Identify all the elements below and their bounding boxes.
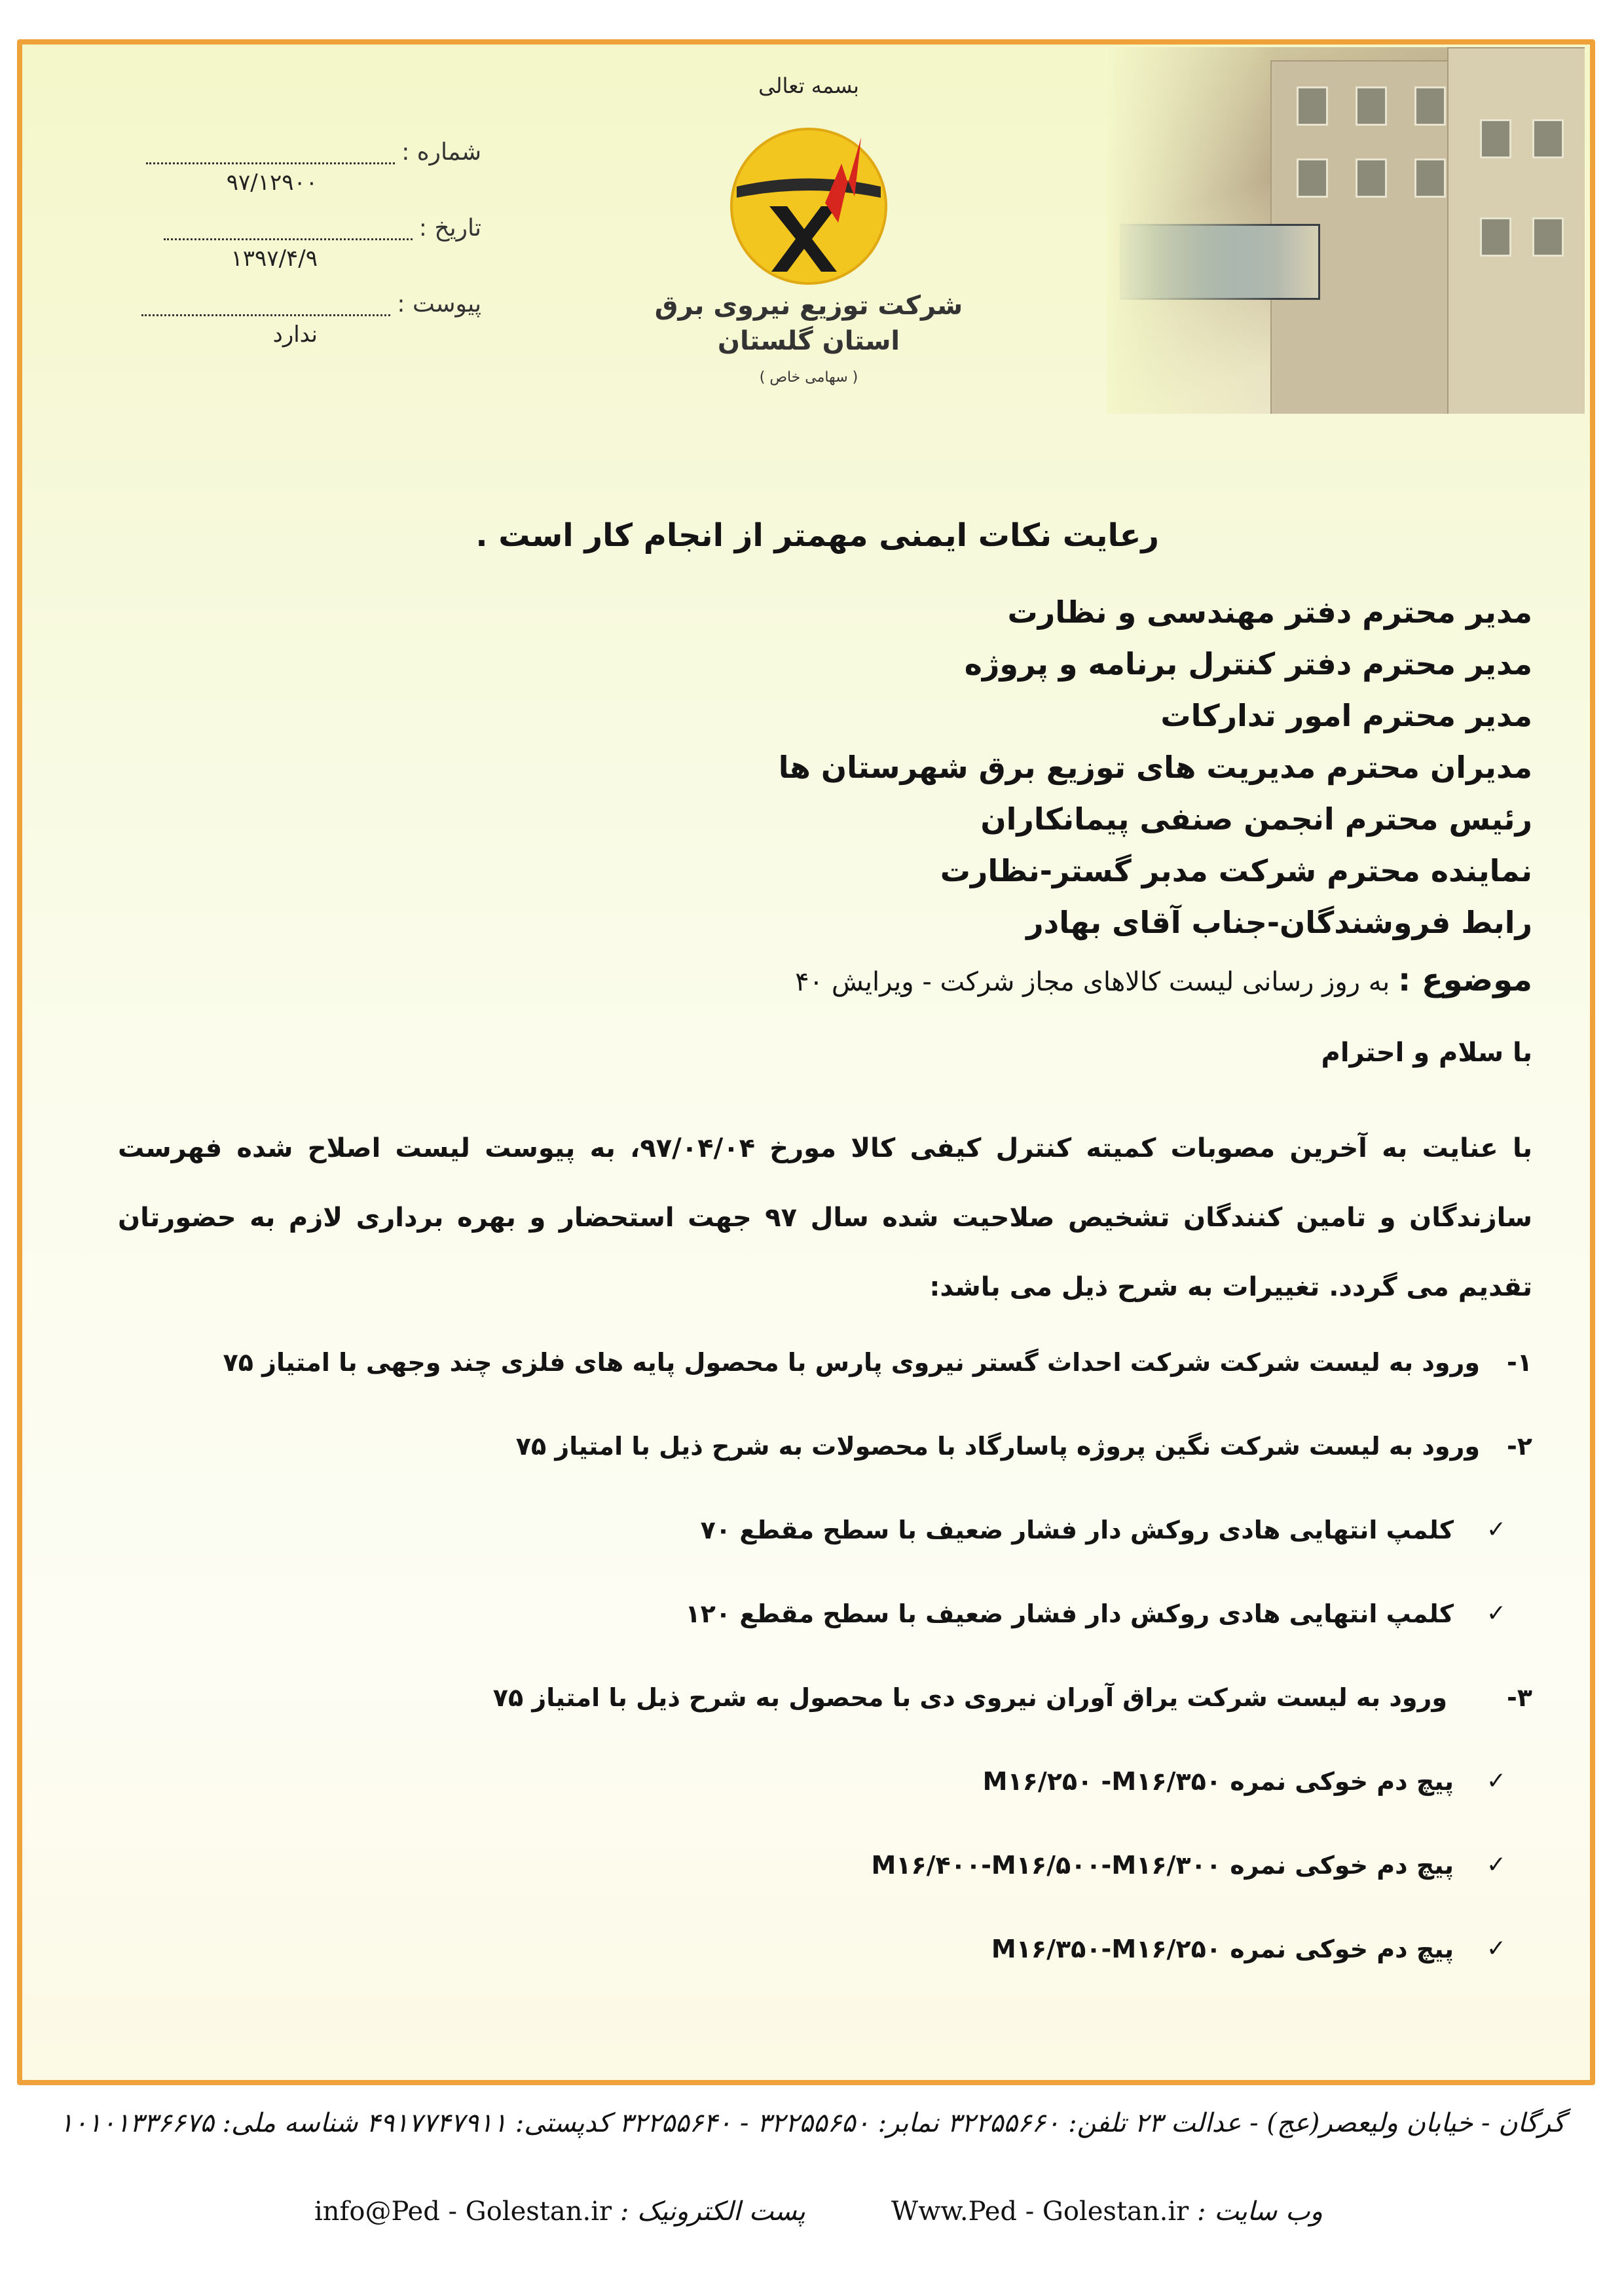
check-icon: ✓ bbox=[1486, 1935, 1506, 1962]
company-type: ( سهامی خاص ) bbox=[759, 369, 858, 386]
number-label: شماره : bbox=[401, 139, 481, 166]
attachment-label: پیوست : bbox=[397, 291, 481, 318]
date-value: ۱۳۹۷/۴/۹ bbox=[231, 246, 318, 272]
recipient: مدیر محترم دفتر کنترل برنامه و پروژه bbox=[964, 646, 1532, 682]
subject-line bbox=[118, 962, 1532, 998]
recipient: نماینده محترم شرکت مدبر گستر-نظارت bbox=[940, 853, 1532, 888]
email-link[interactable]: info@Ped - Golestan.ir bbox=[314, 2196, 612, 2227]
list-item bbox=[118, 1844, 1506, 1886]
list-item bbox=[118, 1677, 1532, 1719]
company-province: استان گلستان bbox=[717, 326, 900, 356]
changes-list bbox=[118, 1341, 1532, 1970]
website-label: وب سایت : bbox=[1197, 2196, 1323, 2227]
footer-address: گرگان - خیابان ولیعصر(عج) - عدالت ۲۳ تلفن: ۳۲۲۵۵۶۶۰ نمابر: ۳۲۲۵۵۶۵۰ - ۳۲۲۵۵۶۴۰ کدپستی: ۴۹۱۷۷۴۷۹۱۱ شناسه ملی: ۱۰۱۰۱۳۳۶۶۷۵ bbox=[59, 2108, 1565, 2138]
recipient: رابط فروشندگان-جناب آقای بهادر bbox=[1026, 905, 1532, 940]
letter-attachment bbox=[115, 291, 481, 348]
check-icon: ✓ bbox=[1486, 1516, 1506, 1543]
attachment-value: ندارد bbox=[272, 321, 318, 348]
check-icon: ✓ bbox=[1486, 1851, 1506, 1878]
item-number: ۱- bbox=[1507, 1348, 1532, 1377]
subject-label: موضوع : bbox=[1398, 962, 1532, 998]
recipient: مدیر محترم امور تدارکات bbox=[1160, 698, 1532, 733]
website-block bbox=[891, 2196, 1323, 2227]
recipient: رئیس محترم انجمن صنفی پیمانکاران bbox=[980, 801, 1532, 837]
company-logo bbox=[727, 124, 891, 288]
website-link[interactable]: Www.Ped - Golestan.ir bbox=[891, 2196, 1189, 2227]
item-text: ورود به لیست شرکت نگین پروژه پاسارگاد با محصولات به شرح ذیل با امتیاز ۷۵ bbox=[515, 1432, 1480, 1461]
list-item bbox=[118, 1760, 1506, 1802]
list-item bbox=[118, 1928, 1506, 1970]
check-icon: ✓ bbox=[1486, 1600, 1506, 1627]
list-item bbox=[118, 1593, 1506, 1635]
letter-date bbox=[115, 215, 481, 272]
item-text: پیچ دم خوکی نمره M۱۶/۳۵۰-M۱۶/۲۵۰ bbox=[991, 1935, 1454, 1963]
date-label: تاریخ : bbox=[418, 215, 481, 242]
list-item bbox=[118, 1341, 1532, 1383]
safety-title: رعایت نکات ایمنی مهمتر از انجام کار است . bbox=[475, 517, 1159, 554]
greeting: با سلام و احترام bbox=[1321, 1038, 1532, 1068]
company-name: شرکت توزیع نیروی برق bbox=[654, 291, 963, 321]
check-icon: ✓ bbox=[1486, 1768, 1506, 1795]
letter-number bbox=[115, 139, 481, 196]
item-text: ورود به لیست شرکت شرکت احداث گستر نیروی پارس با محصول پایه های فلزی چند وجهی با امتیاز ۷۵ bbox=[223, 1348, 1480, 1377]
company-name-block bbox=[629, 288, 989, 388]
header-building-photo bbox=[1107, 47, 1585, 414]
item-text: کلمپ انتهایی هادی روکش دار فشار ضعیف با سطح مقطع ۱۲۰ bbox=[685, 1599, 1454, 1628]
email-block bbox=[314, 2196, 805, 2227]
email-label: پست الکترونیک : bbox=[619, 2196, 805, 2227]
list-item bbox=[118, 1509, 1506, 1551]
item-text: پیچ دم خوکی نمره M۱۶/۴۰۰-M۱۶/۵۰۰-M۱۶/۳۰۰ bbox=[871, 1851, 1454, 1880]
item-text: پیچ دم خوکی نمره M۱۶/۲۵۰ -M۱۶/۳۵۰ bbox=[982, 1767, 1454, 1796]
item-number: ۳- bbox=[1507, 1683, 1532, 1712]
besmellah-text: بسمه تعالی bbox=[758, 73, 859, 98]
item-number: ۲- bbox=[1507, 1432, 1532, 1461]
item-text: کلمپ انتهایی هادی روکش دار فشار ضعیف با سطح مقطع ۷۰ bbox=[700, 1516, 1454, 1544]
subject-text: به روز رسانی لیست کالاهای مجاز شرکت - ویرایش ۴۰ bbox=[795, 967, 1390, 997]
list-item bbox=[118, 1425, 1532, 1467]
item-text: ورود به لیست شرکت یراق آوران نیروی دی با محصول به شرح ذیل با امتیاز ۷۵ bbox=[492, 1683, 1447, 1712]
number-value: ۹۷/۱۲۹۰۰ bbox=[226, 170, 318, 196]
recipients-list bbox=[118, 587, 1532, 949]
recipient: مدیران محترم مدیریت های توزیع برق شهرستان ها bbox=[778, 750, 1532, 785]
recipient: مدیر محترم دفتر مهندسی و نظارت bbox=[1007, 594, 1532, 630]
letter-body bbox=[118, 517, 1532, 2012]
body-paragraph: با عنایت به آخرین مصوبات کمیته کنترل کیفی کالا مورخ ۹۷/۰۴/۰۴، به پیوست لیست اصلاح شده فهرست سازندگان و تامین کنندگان تشخیص صلاحیت شده سال ۹۷ جهت استحضار و بهره برداری لازم به حضورتان تقدیم می گردد. تغییرات به شرح ذیل می باشد: bbox=[118, 1133, 1532, 1302]
